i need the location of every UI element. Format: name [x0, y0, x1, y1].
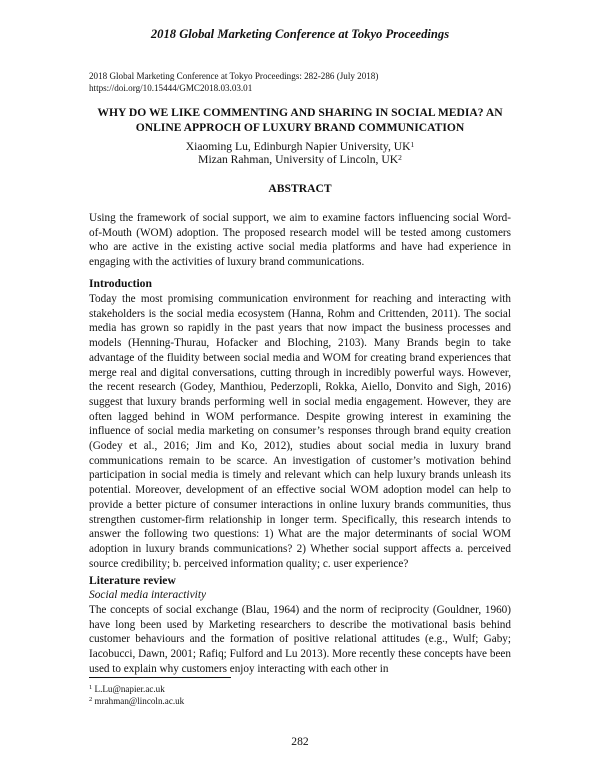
footnote-divider — [89, 677, 231, 678]
author-1-footnote-mark: 1 — [410, 140, 415, 149]
author-1 — [89, 140, 511, 153]
citation-block — [89, 70, 378, 94]
footnote-2 — [89, 695, 184, 707]
running-head: 2018 Global Marketing Conference at Tokyo Proceedings — [150, 27, 450, 41]
literature-review-heading: Literature review — [89, 574, 176, 587]
literature-review-text: The concepts of social exchange (Blau, 1964) and the norm of reciprocity (Gouldner, 1960) have long been used by Marketing researchers to describe the motivational basis behind customer behaviours and the formation of positive relational attitudes (e.g., Wulf; Gaby; Iacobucci, Dawn, 2001; Rafiq; Fulford and Lu 2013). More recently these concepts have been used to explain why customers enjoy interacting with each other in — [89, 604, 511, 675]
author-1-affiliation: Xiaoming Lu, Edinburgh Napier University, UK — [185, 140, 411, 153]
footnote-2-mark: 2 — [89, 696, 93, 703]
citation-line: 2018 Global Marketing Conference at Tokyo Proceedings: 282-286 (July 2018) — [89, 71, 379, 81]
literature-subheading: Social media interactivity — [89, 589, 207, 601]
abstract-heading: ABSTRACT — [268, 182, 332, 195]
doi-line: https://doi.org/10.15444/GMC2018.03.03.01 — [89, 83, 253, 93]
page-number: 282 — [291, 735, 309, 748]
author-list — [89, 140, 511, 166]
author-2-affiliation: Mizan Rahman, University of Lincoln, UK — [198, 153, 399, 166]
introduction-heading: Introduction — [89, 277, 152, 290]
footnote-2-email: mrahman@lincoln.ac.uk — [94, 696, 185, 706]
author-2-footnote-mark: 2 — [398, 153, 402, 162]
author-2 — [89, 153, 511, 166]
footnote-1-mark: 1 — [89, 684, 93, 691]
abstract-text: Using the framework of social support, we aim to examine factors influencing social Word-of-Mouth (WOM) adoption. The proposed research model will be tested among customers who are active in the existing active social media platforms and have had experience in engaging with the activities of luxury brand communications. — [89, 212, 511, 269]
title-line-1: WHY DO WE LIKE COMMENTING AND SHARING IN SOCIAL MEDIA? AN — [97, 106, 503, 119]
footnote-1-email: L.Lu@napier.ac.uk — [94, 684, 165, 694]
footnote-1 — [89, 683, 165, 695]
title-line-2: ONLINE APPROCH OF LUXURY BRAND COMMUNICATION — [135, 120, 465, 134]
paper-title — [89, 106, 511, 135]
introduction-text: Today the most promising communication environment for reaching and interacting with stakeholders is the social media ecosystem (Hanna, Rohm and Crittenden, 2011). The social media has grown so rapidly in the past years that now impact the business processes and models (Henning-Thurau, Hofacker and Bloching, 2103). Many Brands begin to take advantage of the fluidity between social media and WOM for creating brand experiences that merge real and digital conversations, cutting through in incredibly powerful ways. However, the recent research (Godey, Manthiou, Pederzopli, Rokka, Aiello, Donvito and Sigh, 2016) suggest that luxury brands performing well in social media engagement. However, they are often lagged behind in WOM performance. Despite growing interest in examining the influence of social media marketing on consumer’s responses through brand equity creation (Godey et al., 2016; Jim and Ko, 2012), studies about social media in luxury brand communications remain to be scarce. An investigation of customer’s motivation behind participation in social media is timely and relevant which can help luxury brands unleash its potential. Moreover, development of an effective social WOM adoption model can help to provide a better picture of consumer interactions in online luxury brands communities, thus strengthen customer-firm relationship in longer term. Specifically, this research intends to answer the following two questions: 1) What are the major determinants of social WOM adoption in luxury brands communications? 2) Whether social support affects a. perceived source credibility; b. perceived information quality; c. user experience? — [89, 293, 511, 570]
